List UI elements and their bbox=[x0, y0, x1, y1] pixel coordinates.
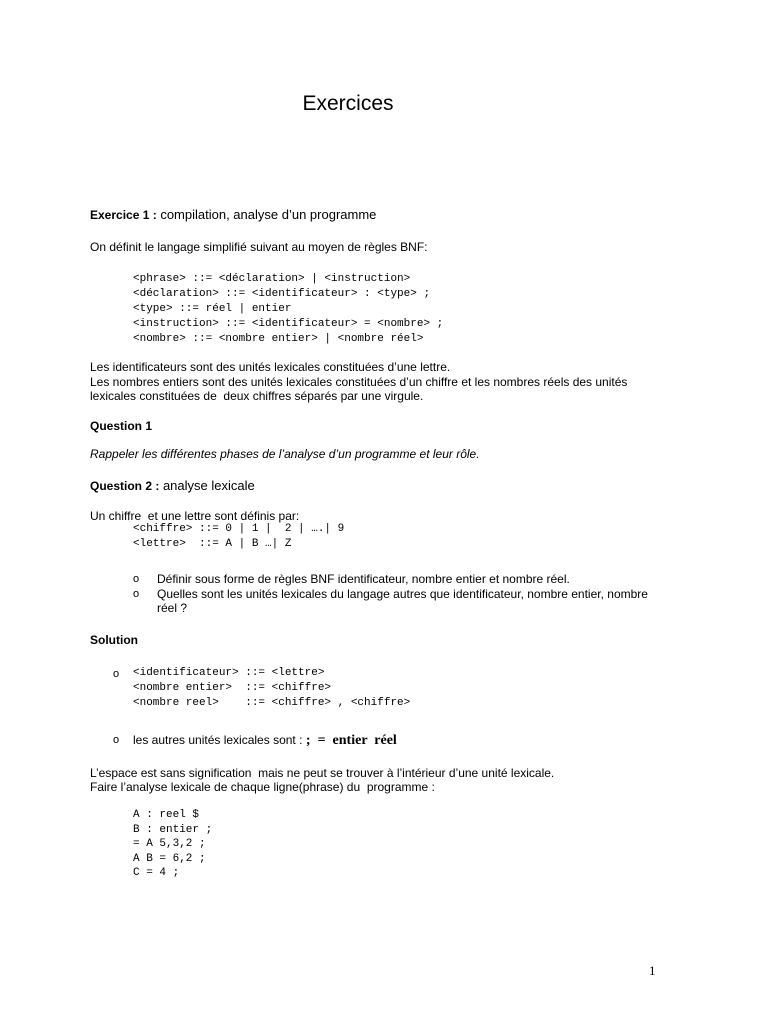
bnf-rule: <phrase> ::= <déclaration> | <instruction> bbox=[133, 273, 411, 285]
exercise-1-subtitle: compilation, analyse d’un programme bbox=[156, 207, 377, 222]
lexical-note: Les identificateurs sont des unités lexicales constituées d’une lettre. bbox=[90, 360, 451, 374]
solution-rule: <nombre reel> ::= <chiffre> , <chiffre> bbox=[133, 697, 411, 709]
bullet-marker: o bbox=[113, 668, 120, 680]
question-1-label: Question 1 bbox=[90, 419, 153, 433]
program-line: C = 4 ; bbox=[133, 867, 180, 879]
bnf-rule: <instruction> ::= <identificateur> = <nombre> ; bbox=[133, 318, 444, 330]
question-2-heading bbox=[90, 478, 255, 493]
bullet-marker: o bbox=[133, 573, 140, 585]
lexical-note: lexicales constituées de deux chiffres séparés par une virgule. bbox=[90, 389, 424, 403]
solution-rule: <identificateur> ::= <lettre> bbox=[133, 667, 325, 679]
bullet-marker: o bbox=[113, 734, 120, 746]
question-2-label: Question 2 : bbox=[90, 479, 160, 493]
program-line: A : reel $ bbox=[133, 809, 200, 821]
exercise-1-heading bbox=[90, 207, 376, 222]
question-2-intro: Un chiffre et une lettre sont définis par: bbox=[90, 509, 300, 523]
exercise-1-label: Exercice 1 : bbox=[90, 208, 157, 222]
solution-rule: <nombre entier> ::= <chiffre> bbox=[133, 682, 332, 694]
bnf-rule: <nombre> ::= <nombre entier> | <nombre réel> bbox=[133, 333, 424, 345]
other-units-tokens: ; = entier réel bbox=[302, 733, 397, 748]
bnf-rule: <déclaration> ::= <identificateur> : <type> ; bbox=[133, 288, 431, 300]
bullet-item: Définir sous forme de règles BNF identificateur, nombre entier et nombre réel. bbox=[157, 572, 570, 586]
lexical-note: Les nombres entiers sont des unités lexicales constituées d’un chiffre et les nombres réels des unités bbox=[90, 375, 628, 389]
task-line: Faire l’analyse lexicale de chaque ligne(phrase) du programme : bbox=[90, 780, 435, 794]
definition-line: <chiffre> ::= 0 | 1 | 2 | ….| 9 bbox=[133, 523, 345, 535]
program-line: B : entier ; bbox=[133, 824, 213, 836]
program-line: = A 5,3,2 ; bbox=[133, 838, 206, 850]
space-note: L’espace est sans signification mais ne peut se trouver à l’intérieur d’une unité lexicale. bbox=[90, 766, 555, 780]
page-number: 1 bbox=[649, 963, 656, 978]
other-units-text: les autres unités lexicales sont : bbox=[133, 733, 303, 747]
bullet-marker: o bbox=[133, 588, 140, 600]
page-title: Exercices bbox=[302, 92, 394, 115]
other-units-line bbox=[133, 733, 397, 749]
bullet-item-continuation: réel ? bbox=[157, 601, 188, 615]
bullet-item: Quelles sont les unités lexicales du langage autres que identificateur, nombre entier, nombre bbox=[157, 587, 648, 601]
exercise-1-intro: On définit le langage simplifié suivant au moyen de règles BNF: bbox=[90, 240, 428, 254]
program-line: A B = 6,2 ; bbox=[133, 853, 206, 865]
solution-label: Solution bbox=[90, 633, 138, 647]
question-2-subtitle: analyse lexicale bbox=[159, 478, 255, 493]
bnf-rule: <type> ::= réel | entier bbox=[133, 303, 292, 315]
question-1-text: Rappeler les différentes phases de l’analyse d’un programme et leur rôle. bbox=[90, 447, 480, 461]
definition-line: <lettre> ::= A | B …| Z bbox=[133, 538, 292, 550]
